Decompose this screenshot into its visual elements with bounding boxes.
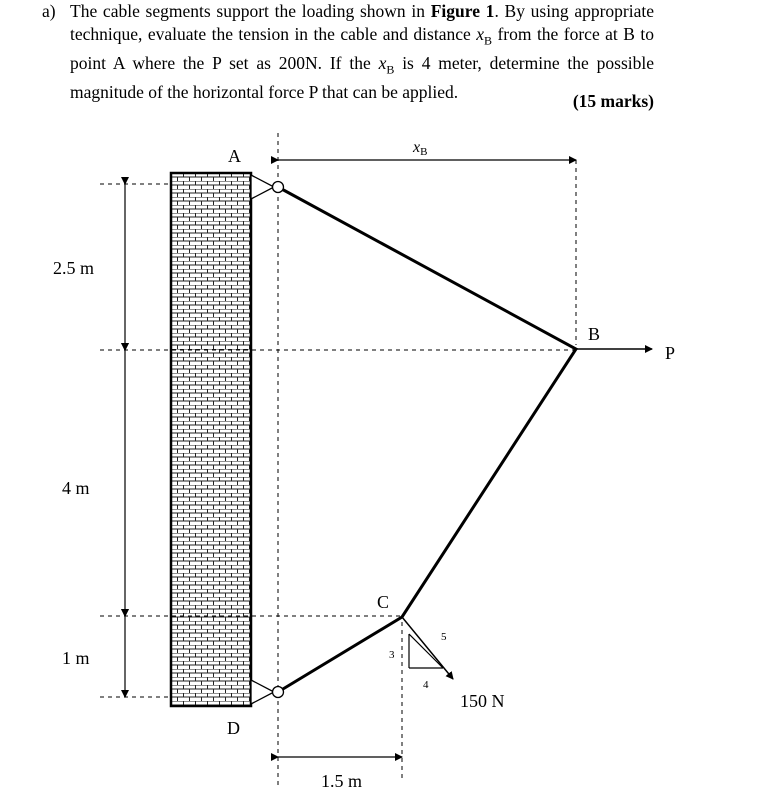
question-segment: x <box>476 23 484 44</box>
marks-label: (15 marks) <box>572 91 654 111</box>
slope-triangle <box>409 634 443 668</box>
support-a <box>251 175 284 199</box>
question-label: a) <box>42 1 56 21</box>
label-dim-bottom: 1 m <box>62 648 90 668</box>
label-slope-rise: 3 <box>389 649 395 661</box>
question-segment: B <box>386 62 395 76</box>
question-segment: B <box>484 33 493 47</box>
label-b: B <box>588 324 601 344</box>
question-segment: from the force at B to point A where the P set as 200N. If the <box>70 23 654 73</box>
question-segment: Figure 1 <box>430 1 495 21</box>
label-150n: 150 N <box>460 691 505 711</box>
support-d <box>251 680 284 704</box>
label-dim-horizontal: 1.5 m <box>321 771 363 789</box>
label-dim-middle: 4 m <box>62 478 90 498</box>
cable <box>278 187 576 692</box>
question-segment: . By using appropriate technique, evaluate the tension in the cable and distance <box>70 1 654 44</box>
wall <box>171 173 251 706</box>
question-segment: x <box>378 52 387 73</box>
label-slope-hyp: 5 <box>441 631 447 643</box>
label-d: D <box>227 718 240 738</box>
label-p: P <box>665 343 676 363</box>
label-slope-run: 4 <box>423 679 429 691</box>
question-segment: is 4 meter, determine the possible magnitude of the horizontal force P that can be applied. <box>70 52 655 102</box>
label-dim-top: 2.5 m <box>53 258 95 278</box>
label-c: C <box>377 592 390 612</box>
label-xb: xB <box>413 139 428 158</box>
label-a: A <box>228 146 241 166</box>
question-segment: The cable segments support the loading shown in <box>70 1 431 21</box>
force-150-arrow <box>402 617 453 679</box>
